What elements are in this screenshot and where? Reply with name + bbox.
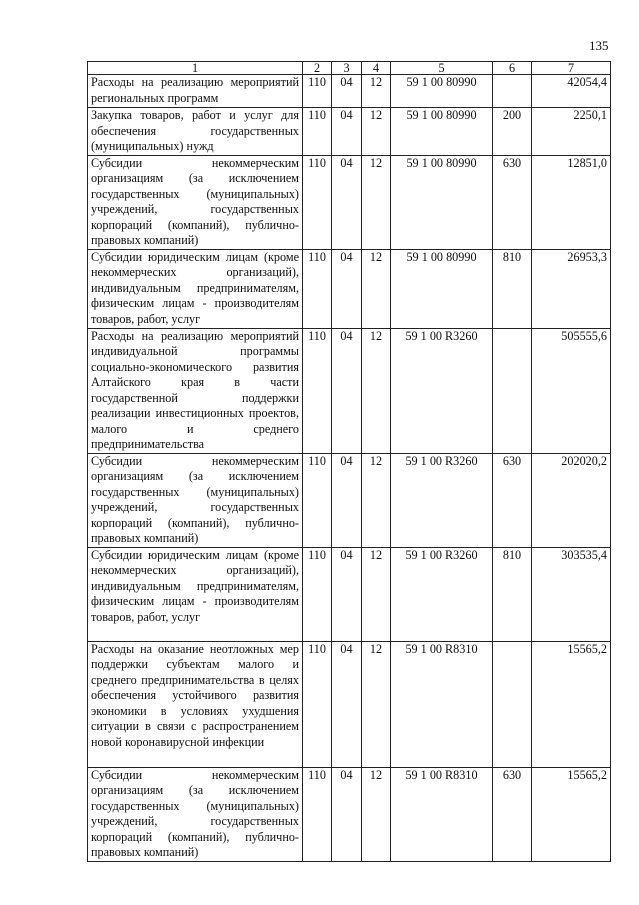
table-row <box>88 641 611 767</box>
amount-cell: 12851,0 <box>532 155 611 249</box>
column-header: 6 <box>493 62 532 75</box>
code-cell <box>493 75 532 108</box>
expense-name: Закупка товаров, работ и услуг для обеспечения государственных (муниципальных) нужд <box>88 108 303 156</box>
code-cell: 810 <box>493 249 532 328</box>
expense-name: Расходы на реализацию мероприятий индивидуальной программы социально-экономического развития Алтайского края в части государственной поддержки реализации инвестиционных проектов, малого и среднего предпринимательства <box>88 328 303 453</box>
amount-cell: 303535,4 <box>532 547 611 641</box>
code-cell: 04 <box>332 75 362 108</box>
table-header-row <box>88 62 611 75</box>
code-cell: 12 <box>362 75 391 108</box>
table-row <box>88 328 611 453</box>
column-header: 7 <box>532 62 611 75</box>
code-cell: 200 <box>493 108 532 156</box>
code-cell: 110 <box>303 75 332 108</box>
code-cell: 110 <box>303 249 332 328</box>
amount-cell: 202020,2 <box>532 453 611 547</box>
table-row <box>88 547 611 641</box>
code-cell <box>493 641 532 767</box>
code-cell: 12 <box>362 249 391 328</box>
code-cell: 12 <box>362 547 391 641</box>
code-cell: 59 1 00 R3260 <box>391 453 493 547</box>
code-cell: 59 1 00 80990 <box>391 249 493 328</box>
code-cell: 12 <box>362 328 391 453</box>
expense-name: Субсидии юридическим лицам (кроме некоммерческих организаций), индивидуальным предпринимателям, физическим лицам - производителям товаров, работ, услуг <box>88 547 303 641</box>
table-row <box>88 155 611 249</box>
table-row <box>88 453 611 547</box>
amount-cell: 15565,2 <box>532 767 611 861</box>
code-cell: 59 1 00 R8310 <box>391 641 493 767</box>
page-number: 135 <box>589 38 609 53</box>
code-cell: 04 <box>332 249 362 328</box>
code-cell: 59 1 00 80990 <box>391 155 493 249</box>
code-cell: 630 <box>493 767 532 861</box>
amount-cell: 26953,3 <box>532 249 611 328</box>
table-row <box>88 767 611 861</box>
code-cell: 04 <box>332 108 362 156</box>
table-row <box>88 75 611 108</box>
expense-name: Субсидии некоммерческим организациям (за исключением государственных (муниципальных) учреждений, государственных корпораций (компаний), публично-правовых компаний) <box>88 155 303 249</box>
code-cell: 12 <box>362 767 391 861</box>
expense-name: Субсидии некоммерческим организациям (за исключением государственных (муниципальных) учреждений, государственных корпораций (компаний), публично-правовых компаний) <box>88 767 303 861</box>
code-cell: 59 1 00 80990 <box>391 75 493 108</box>
code-cell: 110 <box>303 641 332 767</box>
code-cell: 110 <box>303 767 332 861</box>
expense-name: Субсидии юридическим лицам (кроме некоммерческих организаций), индивидуальным предпринимателям, физическим лицам - производителям товаров, работ, услуг <box>88 249 303 328</box>
column-header: 4 <box>362 62 391 75</box>
code-cell: 110 <box>303 547 332 641</box>
code-cell: 04 <box>332 453 362 547</box>
amount-cell: 505555,6 <box>532 328 611 453</box>
code-cell: 59 1 00 R3260 <box>391 547 493 641</box>
amount-cell: 15565,2 <box>532 641 611 767</box>
code-cell: 04 <box>332 328 362 453</box>
code-cell <box>493 328 532 453</box>
budget-table <box>87 61 611 862</box>
column-header: 5 <box>391 62 493 75</box>
code-cell: 110 <box>303 453 332 547</box>
code-cell: 12 <box>362 641 391 767</box>
code-cell: 12 <box>362 108 391 156</box>
table-row <box>88 108 611 156</box>
expense-name: Расходы на оказание неотложных мер поддержки субъектам малого и среднего предпринимательства в целях обеспечения устойчивого развития экономики в условиях ухудшения ситуации в связи с распространением новой коронавирусной инфекции <box>88 641 303 767</box>
code-cell: 04 <box>332 155 362 249</box>
code-cell: 59 1 00 R8310 <box>391 767 493 861</box>
code-cell: 59 1 00 80990 <box>391 108 493 156</box>
code-cell: 59 1 00 R3260 <box>391 328 493 453</box>
code-cell: 810 <box>493 547 532 641</box>
code-cell: 12 <box>362 453 391 547</box>
code-cell: 630 <box>493 453 532 547</box>
code-cell: 110 <box>303 108 332 156</box>
column-header: 2 <box>303 62 332 75</box>
expense-name: Субсидии некоммерческим организациям (за исключением государственных (муниципальных) учреждений, государственных корпораций (компаний), публично-правовых компаний) <box>88 453 303 547</box>
code-cell: 04 <box>332 547 362 641</box>
code-cell: 110 <box>303 328 332 453</box>
code-cell: 630 <box>493 155 532 249</box>
table-row <box>88 249 611 328</box>
column-header: 3 <box>332 62 362 75</box>
expense-name: Расходы на реализацию мероприятий региональных программ <box>88 75 303 108</box>
column-header: 1 <box>88 62 303 75</box>
code-cell: 110 <box>303 155 332 249</box>
amount-cell: 42054,4 <box>532 75 611 108</box>
code-cell: 12 <box>362 155 391 249</box>
amount-cell: 2250,1 <box>532 108 611 156</box>
code-cell: 04 <box>332 767 362 861</box>
code-cell: 04 <box>332 641 362 767</box>
